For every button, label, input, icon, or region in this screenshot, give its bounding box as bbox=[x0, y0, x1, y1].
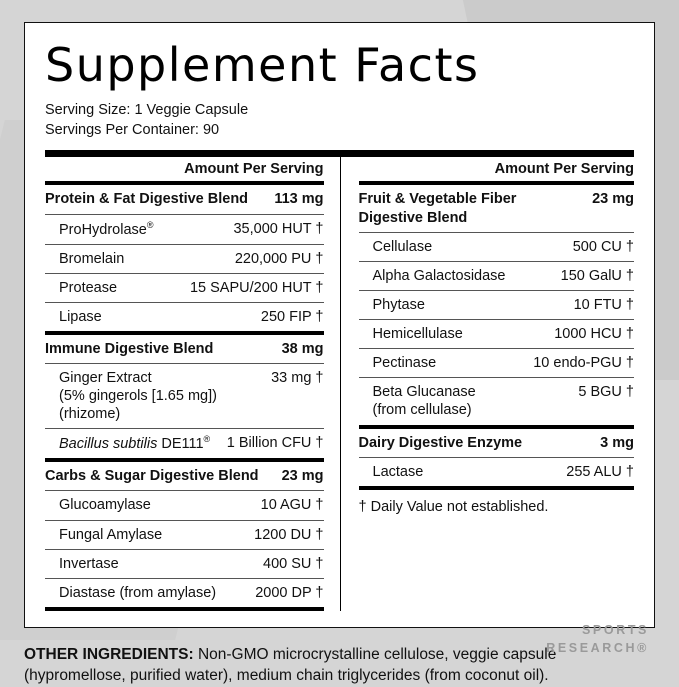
nutrient-name: Fruit & Vegetable Fiber Digestive Blend bbox=[358, 191, 517, 226]
amount-per-serving-left: Amount Per Serving bbox=[184, 161, 324, 178]
nutrient-row bbox=[359, 262, 635, 290]
nutrient-row bbox=[45, 364, 324, 428]
nutrient-row bbox=[359, 320, 635, 348]
nutrient-value: 1200 DU † bbox=[254, 526, 324, 543]
nutrient-name: Glucoamylase bbox=[59, 497, 151, 514]
nutrient-name: Phytase bbox=[372, 296, 425, 313]
other-ingredients bbox=[24, 644, 624, 687]
nutrient-row bbox=[45, 579, 324, 607]
header-divider bbox=[45, 150, 634, 157]
nutrient-row bbox=[45, 521, 324, 549]
nutrient-name: Carbs & Sugar Digestive Blend bbox=[45, 468, 259, 485]
nutrient-value: 10 FTU † bbox=[573, 296, 634, 313]
nutrient-value: 150 GalU † bbox=[560, 267, 634, 284]
nutrient-row bbox=[45, 550, 324, 578]
nutrient-value: 1000 HCU † bbox=[554, 326, 634, 343]
nutrient-name: Cellulase bbox=[372, 238, 433, 255]
nutrient-value: 5 BGU † bbox=[578, 384, 634, 401]
nutrient-row bbox=[45, 335, 324, 363]
nutrient-name: Immune Digestive Blend bbox=[45, 340, 214, 357]
right-nutrient-column bbox=[340, 157, 635, 611]
nutrient-name: Pectinase bbox=[372, 355, 437, 372]
nutrient-name: Bacillus subtilis DE111® bbox=[59, 434, 211, 453]
nutrient-row bbox=[45, 185, 324, 213]
nutrient-name: Alpha Galactosidase bbox=[372, 267, 506, 284]
nutrient-value: 15 SAPU/200 HUT † bbox=[189, 279, 324, 296]
nutrient-name: ProHydrolase® bbox=[59, 219, 154, 238]
nutrient-value: 10 endo-PGU † bbox=[533, 355, 634, 372]
nutrient-name: Diastase (from amylase) bbox=[59, 584, 217, 601]
supplement-facts-panel bbox=[24, 22, 655, 628]
nutrient-row bbox=[359, 233, 635, 261]
nutrient-name: Lipase bbox=[59, 308, 102, 325]
nutrient-row bbox=[359, 349, 635, 377]
nutrient-row bbox=[45, 462, 324, 490]
nutrient-row bbox=[45, 245, 324, 273]
nutrient-row bbox=[45, 491, 324, 519]
page-title: Supplement Facts bbox=[45, 38, 480, 92]
nutrient-value: 113 mg bbox=[274, 191, 324, 208]
nutrient-name: Invertase bbox=[59, 555, 119, 572]
nutrient-row bbox=[45, 429, 324, 458]
nutrient-value: 3 mg bbox=[600, 434, 634, 451]
left-column-bottom-divider bbox=[45, 607, 324, 611]
nutrient-name: Bromelain bbox=[59, 250, 125, 267]
nutrient-value: 400 SU † bbox=[263, 555, 324, 572]
nutrient-row bbox=[359, 458, 635, 486]
nutrient-columns bbox=[45, 157, 634, 611]
nutrient-value: 23 mg bbox=[281, 468, 324, 485]
nutrient-value: 255 ALU † bbox=[566, 463, 634, 480]
nutrient-value: 23 mg bbox=[592, 191, 634, 208]
daily-value-footnote: † Daily Value not established. bbox=[358, 498, 549, 515]
nutrient-row bbox=[359, 185, 635, 231]
other-ingredients-text: Non-GMO microcrystalline cellulose, veggie capsule (hypromellose, purified water), medium chain triglycerides (from coconut oil). bbox=[24, 645, 557, 685]
nutrient-name: Beta Glucanase (from cellulase) bbox=[372, 384, 476, 419]
servings-per-container: Servings Per Container: 90 bbox=[45, 121, 220, 138]
nutrient-name: Hemicellulase bbox=[372, 326, 463, 343]
nutrient-name: Protein & Fat Digestive Blend bbox=[45, 191, 249, 208]
nutrient-value: 220,000 PU † bbox=[234, 250, 324, 267]
nutrient-row bbox=[359, 378, 635, 424]
nutrient-name: Protease bbox=[59, 279, 118, 296]
serving-size: Serving Size: 1 Veggie Capsule bbox=[45, 102, 249, 119]
nutrient-value: 500 CU † bbox=[572, 238, 634, 255]
nutrient-row bbox=[45, 303, 324, 331]
nutrient-value: 33 mg † bbox=[271, 370, 324, 386]
other-ingredients-heading: OTHER INGREDIENTS: bbox=[24, 645, 194, 663]
nutrient-name: Lactase bbox=[372, 463, 424, 480]
nutrient-value: 35,000 HUT † bbox=[233, 220, 324, 237]
nutrient-value: 2000 DP † bbox=[255, 584, 324, 601]
left-nutrient-column bbox=[45, 157, 340, 611]
brand-line-2: RESEARCH® bbox=[546, 640, 649, 655]
nutrient-name: Ginger Extract (5% gingerols [1.65 mg]) (rhizome) bbox=[59, 370, 217, 423]
nutrient-value: 10 AGU † bbox=[260, 497, 324, 514]
nutrient-row bbox=[359, 429, 635, 457]
nutrient-row bbox=[45, 274, 324, 302]
nutrient-row bbox=[359, 291, 635, 319]
brand-logo bbox=[546, 621, 649, 657]
nutrient-row bbox=[45, 215, 324, 244]
amount-per-serving-right: Amount Per Serving bbox=[494, 161, 634, 178]
nutrient-value: 250 FIP † bbox=[260, 308, 324, 325]
nutrient-name: Fungal Amylase bbox=[59, 526, 163, 543]
brand-line-1: SPORTS bbox=[582, 622, 649, 637]
nutrient-value: 38 mg bbox=[281, 340, 324, 357]
nutrient-name: Dairy Digestive Enzyme bbox=[358, 434, 523, 451]
nutrient-value: 1 Billion CFU † bbox=[226, 435, 324, 452]
